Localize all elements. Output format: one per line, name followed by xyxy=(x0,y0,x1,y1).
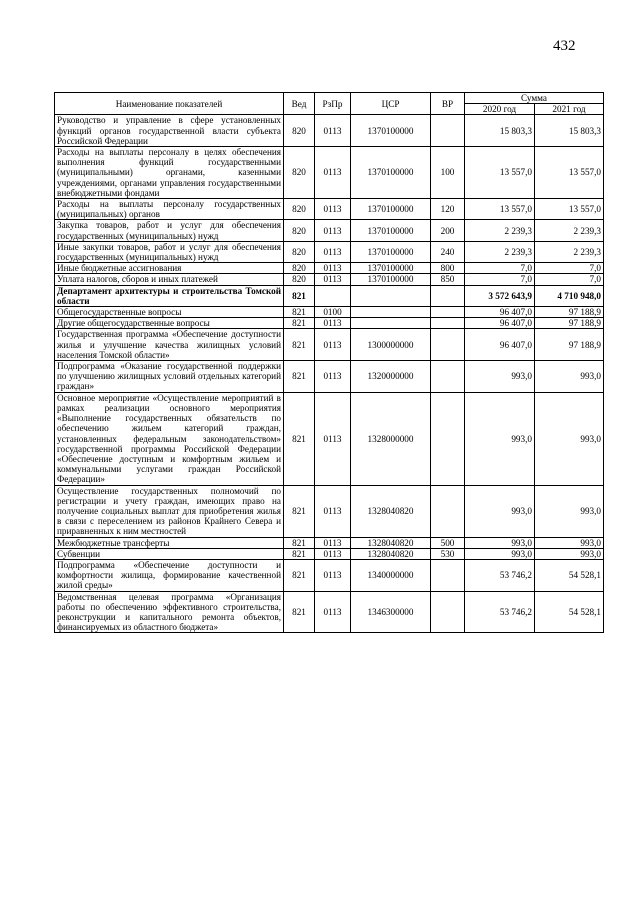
row-name: Осуществление государственных полномочий по регистрации и учету граждан, имеющих право на получение социальных выплат для приобретения жилья в связи с переселением из районов Крайнего Севера и приравненных к ним местностей xyxy=(55,485,284,537)
table-row xyxy=(55,147,604,199)
row-sum-2021: 13 557,0 xyxy=(535,199,604,220)
row-rzpr: 0113 xyxy=(315,559,351,591)
table-row xyxy=(55,274,604,285)
row-rzpr: 0113 xyxy=(315,361,351,393)
row-ved: 820 xyxy=(284,274,315,285)
row-sum-2020: 993,0 xyxy=(465,485,535,537)
row-vr: 850 xyxy=(431,274,465,285)
row-sum-2020: 993,0 xyxy=(465,548,535,559)
row-sum-2020: 3 572 643,9 xyxy=(465,285,535,306)
row-sum-2021: 13 557,0 xyxy=(535,147,604,199)
header-vr: ВР xyxy=(431,93,465,115)
row-name: Субвенции xyxy=(55,548,284,559)
row-sum-2021: 54 528,1 xyxy=(535,559,604,591)
header-sum: Сумма xyxy=(465,93,604,104)
row-csr: 1370100000 xyxy=(351,147,431,199)
row-csr: 1328040820 xyxy=(351,548,431,559)
row-vr xyxy=(431,285,465,306)
row-rzpr: 0113 xyxy=(315,263,351,274)
row-sum-2020: 993,0 xyxy=(465,392,535,485)
row-sum-2021: 97 188,9 xyxy=(535,307,604,318)
row-sum-2021: 97 188,9 xyxy=(535,329,604,361)
row-rzpr: 0100 xyxy=(315,307,351,318)
row-sum-2021: 993,0 xyxy=(535,485,604,537)
header-name: Наименование показателей xyxy=(55,93,284,115)
row-rzpr: 0113 xyxy=(315,392,351,485)
row-csr: 1328040820 xyxy=(351,537,431,548)
row-rzpr: 0113 xyxy=(315,329,351,361)
row-csr: 1370100000 xyxy=(351,274,431,285)
row-csr: 1370100000 xyxy=(351,263,431,274)
row-rzpr: 0113 xyxy=(315,147,351,199)
table-body xyxy=(55,115,604,633)
row-rzpr: 0113 xyxy=(315,220,351,241)
table-row xyxy=(55,115,604,147)
row-name: Другие общегосударственные вопросы xyxy=(55,318,284,329)
row-vr: 500 xyxy=(431,537,465,548)
row-vr: 100 xyxy=(431,147,465,199)
row-ved: 820 xyxy=(284,147,315,199)
table-row xyxy=(55,361,604,393)
table-row xyxy=(55,263,604,274)
row-rzpr: 0113 xyxy=(315,115,351,147)
table-row xyxy=(55,199,604,220)
row-vr: 120 xyxy=(431,199,465,220)
row-csr xyxy=(351,307,431,318)
row-name: Расходы на выплаты персоналу государственных (муниципальных) органов xyxy=(55,199,284,220)
row-sum-2020: 96 407,0 xyxy=(465,329,535,361)
row-sum-2021: 97 188,9 xyxy=(535,318,604,329)
header-rzpr: РзПр xyxy=(315,93,351,115)
row-csr: 1370100000 xyxy=(351,241,431,262)
row-ved: 820 xyxy=(284,115,315,147)
row-vr: 800 xyxy=(431,263,465,274)
row-csr: 1300000000 xyxy=(351,329,431,361)
header-year-2020: 2020 год xyxy=(465,104,535,115)
row-vr xyxy=(431,307,465,318)
row-name: Государственная программа «Обеспечение доступности жилья и улучшение качества жилищных условий населения Томской области» xyxy=(55,329,284,361)
row-csr: 1370100000 xyxy=(351,115,431,147)
row-rzpr: 0113 xyxy=(315,274,351,285)
row-csr: 1328040820 xyxy=(351,485,431,537)
row-name: Иные закупки товаров, работ и услуг для обеспечения государственных (муниципальных) нужд xyxy=(55,241,284,262)
row-vr xyxy=(431,361,465,393)
table-row xyxy=(55,329,604,361)
row-csr: 1370100000 xyxy=(351,220,431,241)
row-ved: 821 xyxy=(284,537,315,548)
row-ved: 821 xyxy=(284,591,315,633)
row-csr xyxy=(351,285,431,306)
row-sum-2020: 13 557,0 xyxy=(465,147,535,199)
row-name: Общегосударственные вопросы xyxy=(55,307,284,318)
row-name: Иные бюджетные ассигнования xyxy=(55,263,284,274)
row-name: Департамент архитектуры и строительства Томской области xyxy=(55,285,284,306)
row-name: Межбюджетные трансферты xyxy=(55,537,284,548)
row-rzpr: 0113 xyxy=(315,537,351,548)
row-sum-2021: 993,0 xyxy=(535,392,604,485)
row-sum-2021: 54 528,1 xyxy=(535,591,604,633)
row-csr: 1370100000 xyxy=(351,199,431,220)
row-sum-2020: 13 557,0 xyxy=(465,199,535,220)
row-ved: 821 xyxy=(284,318,315,329)
row-sum-2021: 15 803,3 xyxy=(535,115,604,147)
row-sum-2020: 53 746,2 xyxy=(465,559,535,591)
row-name: Ведомственная целевая программа «Организация работы по обеспечению эффективного строительства, реконструкции и капитального ремонта объектов, финансируемых из областного бюджета» xyxy=(55,591,284,633)
row-vr xyxy=(431,318,465,329)
table-row xyxy=(55,485,604,537)
row-vr xyxy=(431,115,465,147)
row-sum-2020: 7,0 xyxy=(465,263,535,274)
row-vr xyxy=(431,485,465,537)
row-sum-2021: 993,0 xyxy=(535,548,604,559)
row-vr xyxy=(431,591,465,633)
row-sum-2021: 7,0 xyxy=(535,263,604,274)
row-ved: 820 xyxy=(284,199,315,220)
row-sum-2020: 7,0 xyxy=(465,274,535,285)
table-row xyxy=(55,591,604,633)
table-row xyxy=(55,285,604,306)
row-sum-2020: 993,0 xyxy=(465,537,535,548)
header-year-2021: 2021 год xyxy=(535,104,604,115)
row-csr: 1340000000 xyxy=(351,559,431,591)
row-sum-2020: 96 407,0 xyxy=(465,307,535,318)
row-vr: 240 xyxy=(431,241,465,262)
row-vr xyxy=(431,392,465,485)
row-rzpr: 0113 xyxy=(315,591,351,633)
row-vr xyxy=(431,559,465,591)
row-sum-2021: 2 239,3 xyxy=(535,220,604,241)
row-name: Закупка товаров, работ и услуг для обеспечения государственных (муниципальных) нужд xyxy=(55,220,284,241)
row-csr xyxy=(351,318,431,329)
row-sum-2020: 993,0 xyxy=(465,361,535,393)
row-ved: 820 xyxy=(284,241,315,262)
row-ved: 821 xyxy=(284,485,315,537)
table-row xyxy=(55,307,604,318)
row-csr: 1328000000 xyxy=(351,392,431,485)
row-sum-2021: 7,0 xyxy=(535,274,604,285)
table-row xyxy=(55,318,604,329)
row-name: Уплата налогов, сборов и иных платежей xyxy=(55,274,284,285)
row-name: Основное мероприятие «Осуществление мероприятий в рамках реализации основного мероприятия «Выполнение государственных обязательств по обеспечению жильем категорий граждан, установленных федеральным законодательством» государственной программы Российской Федерации «Обеспечение доступным и комфортным жильем и коммунальными услугами граждан Российской Федерации» xyxy=(55,392,284,485)
row-rzpr: 0113 xyxy=(315,548,351,559)
table-row xyxy=(55,559,604,591)
row-sum-2021: 993,0 xyxy=(535,361,604,393)
row-rzpr xyxy=(315,285,351,306)
row-sum-2021: 993,0 xyxy=(535,537,604,548)
row-rzpr: 0113 xyxy=(315,241,351,262)
row-vr: 530 xyxy=(431,548,465,559)
row-sum-2020: 96 407,0 xyxy=(465,318,535,329)
row-name: Руководство и управление в сфере установленных функций органов государственной власти субъекта Российской Федерации xyxy=(55,115,284,147)
row-ved: 821 xyxy=(284,285,315,306)
table-row xyxy=(55,220,604,241)
row-name: Подпрограмма «Оказание государственной поддержки по улучшению жилищных условий отдельных категорий граждан» xyxy=(55,361,284,393)
header-csr: ЦСР xyxy=(351,93,431,115)
row-ved: 821 xyxy=(284,361,315,393)
table-row xyxy=(55,548,604,559)
row-ved: 821 xyxy=(284,559,315,591)
row-sum-2020: 2 239,3 xyxy=(465,220,535,241)
budget-table xyxy=(54,92,604,633)
row-ved: 821 xyxy=(284,548,315,559)
row-ved: 821 xyxy=(284,392,315,485)
row-sum-2020: 53 746,2 xyxy=(465,591,535,633)
row-csr: 1320000000 xyxy=(351,361,431,393)
row-ved: 821 xyxy=(284,307,315,318)
row-name: Подпрограмма «Обеспечение доступности и комфортности жилища, формирование качественной жилой среды» xyxy=(55,559,284,591)
row-vr xyxy=(431,329,465,361)
table-row xyxy=(55,537,604,548)
row-sum-2020: 15 803,3 xyxy=(465,115,535,147)
table-row xyxy=(55,241,604,262)
row-rzpr: 0113 xyxy=(315,318,351,329)
row-ved: 820 xyxy=(284,263,315,274)
row-sum-2020: 2 239,3 xyxy=(465,241,535,262)
table-row xyxy=(55,392,604,485)
row-vr: 200 xyxy=(431,220,465,241)
row-csr: 1346300000 xyxy=(351,591,431,633)
row-rzpr: 0113 xyxy=(315,199,351,220)
row-sum-2021: 2 239,3 xyxy=(535,241,604,262)
header-ved: Вед xyxy=(284,93,315,115)
row-ved: 821 xyxy=(284,329,315,361)
row-sum-2021: 4 710 948,0 xyxy=(535,285,604,306)
page-number: 432 xyxy=(553,38,576,54)
row-name: Расходы на выплаты персоналу в целях обеспечения выполнения функций государственными (муниципальными) органами, казенными учреждениями, органами управления государственными внебюджетными фондами xyxy=(55,147,284,199)
row-ved: 820 xyxy=(284,220,315,241)
row-rzpr: 0113 xyxy=(315,485,351,537)
